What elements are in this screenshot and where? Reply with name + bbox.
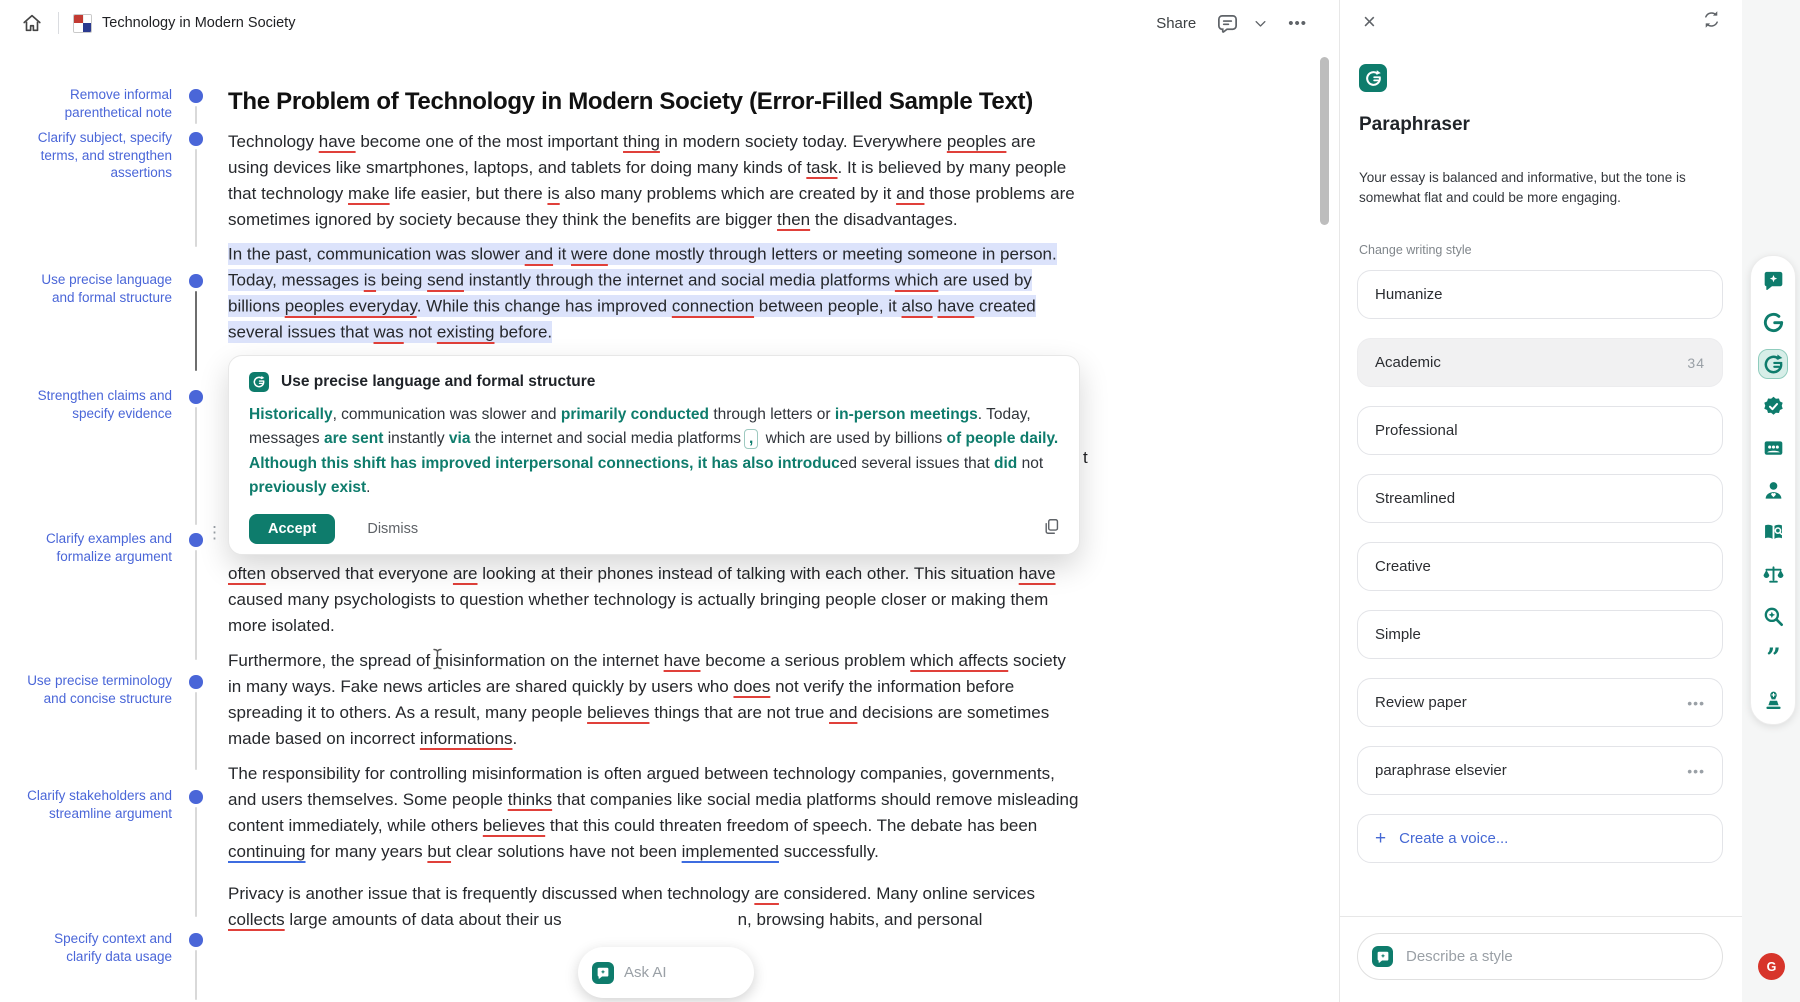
text-run: that companies like social media platforms should remove misleading content immediately, while others (228, 789, 1079, 835)
text-run: through letters or (709, 405, 835, 423)
flagged-word[interactable]: make (348, 183, 390, 203)
writing-style-list (1357, 270, 1723, 863)
text-run: become a serious problem (700, 650, 911, 670)
stamp-icon[interactable] (1759, 686, 1787, 714)
flagged-word[interactable]: but (427, 841, 452, 861)
text-run: ed several issues that (839, 454, 995, 472)
text-run: the internet and social media platforms (470, 430, 741, 448)
suggestion-dot[interactable] (189, 89, 203, 103)
flagged-word[interactable]: task (806, 157, 838, 177)
suggestion-card (228, 355, 1080, 555)
flagged-word[interactable]: believes (587, 702, 650, 722)
flagged-word[interactable]: existing (436, 322, 495, 342)
plagiarism-check-icon[interactable] (1759, 602, 1787, 630)
flagged-word[interactable]: peoples everyday (284, 296, 417, 316)
home-button[interactable] (18, 9, 46, 37)
style-label: Academic (1375, 354, 1441, 371)
text-run: The responsibility for controlling misinformation is often argued between technology companies, governments, and users themselves. Some people (228, 763, 1055, 809)
text-run: it (553, 244, 572, 264)
text-run: Privacy is another issue that is frequently discussed when technology (228, 883, 755, 903)
text-run: the disadvantages. (810, 209, 958, 229)
text-run: considered. Many online services (778, 883, 1035, 903)
describe-style-field[interactable] (1357, 933, 1723, 980)
describe-style-input[interactable] (1404, 947, 1708, 966)
panel-title: Paraphraser (1359, 114, 1470, 135)
panel-divider (1340, 916, 1743, 917)
flagged-word[interactable]: which (894, 270, 939, 290)
suggestion-title: Use precise language and formal structure (281, 372, 596, 390)
style-button-humanize[interactable] (1357, 270, 1723, 319)
text-run: observed that everyone (265, 563, 453, 583)
style-count-badge: 34 (1687, 354, 1705, 371)
flagged-word[interactable]: thing (623, 131, 660, 151)
topbar-actions (1150, 0, 1313, 46)
style-button-simple[interactable] (1357, 610, 1723, 659)
more-options-button[interactable] (1282, 14, 1313, 33)
margin-suggestion-clarify-stakeholders-and-streamline-argument[interactable]: Clarify stakeholders and streamline argument (27, 788, 172, 821)
comment-icon (1216, 12, 1239, 35)
style-button-professional[interactable] (1357, 406, 1723, 455)
text-run: n, browsing habits, and personal (737, 909, 983, 929)
text-run: instantly through the internet and social media platforms (463, 270, 895, 290)
flagged-word[interactable]: have (1018, 563, 1056, 583)
citations-icon[interactable] (1759, 644, 1787, 672)
text-run: in modern society today. Everywhere (659, 131, 947, 151)
text-run: things that are not true (649, 702, 830, 722)
accept-button[interactable]: Accept (249, 514, 335, 544)
flagged-word[interactable]: is (363, 270, 377, 290)
flagged-word[interactable]: continuing (228, 841, 306, 861)
suggestion-connector (195, 407, 198, 525)
revised-phrase: of people daily. (946, 430, 1059, 448)
flagged-word[interactable]: have (663, 650, 701, 670)
suggestion-connector (195, 291, 198, 371)
margin-suggestion-clarify-examples-and-formalize-argument[interactable]: Clarify examples and formalize argument (45, 531, 172, 564)
text-run: also many problems which are created by it (559, 183, 897, 203)
text-run: large amounts of data about their us (284, 909, 562, 929)
document-body[interactable] (228, 46, 1088, 942)
style-label: Creative (1375, 558, 1431, 575)
text-run: In the past, communication was slower (228, 244, 525, 264)
grammarly-icon[interactable] (1759, 308, 1787, 336)
panel-description: Your essay is balanced and informative, but the tone is somewhat flat and could be more engaging. (1359, 170, 1686, 206)
margin-suggestion-use-precise-language-and-formal-structure[interactable]: Use precise language and formal structure (41, 272, 172, 305)
suggestion-dot[interactable] (189, 390, 203, 404)
paraphraser-panel (1339, 0, 1742, 1002)
copy-button[interactable] (1042, 517, 1061, 536)
flagged-word[interactable]: peoples (946, 131, 1007, 151)
presentation-icon[interactable] (1759, 434, 1787, 462)
plus-icon: + (1375, 828, 1387, 849)
revised-phrase: did (994, 454, 1018, 472)
ellipsis-icon: ••• (1288, 14, 1307, 32)
expert-check-icon[interactable] (1759, 392, 1787, 420)
suggestion-dot[interactable] (189, 533, 203, 547)
assistant-icon-rail (1750, 255, 1796, 725)
home-icon (21, 12, 43, 34)
suggestion-dot[interactable] (189, 933, 203, 947)
text-run: . (366, 479, 371, 497)
flagged-word[interactable]: have (937, 296, 975, 316)
text-run: not (1017, 454, 1044, 472)
margin-suggestion-clarify-subject-specify-terms-and-strengthen-assertions[interactable]: Clarify subject, specify terms, and strengthen assertions (37, 130, 172, 180)
paragraph-1 (228, 129, 1081, 233)
margin-suggestion-strengthen-claims-and-specify-evidence[interactable]: Strengthen claims and specify evidence (37, 388, 172, 421)
flagged-word[interactable]: thinks (507, 789, 553, 809)
text-run: those problems are sometimes ignored by society because they think the benefits are bigger (228, 183, 1075, 229)
flagged-word[interactable]: and (524, 244, 554, 264)
refresh-icon (1701, 9, 1722, 30)
suggestion-connector (195, 950, 198, 1000)
document-scrollbar[interactable] (1320, 57, 1329, 225)
text-run: done mostly through letters or meeting someone in person. Today, messages (228, 244, 1057, 290)
paraphraser-icon (249, 372, 269, 392)
suggestion-dot[interactable] (189, 132, 203, 146)
style-label: Professional (1375, 422, 1458, 439)
suggestion-connector (195, 149, 198, 247)
card-kebab-icon[interactable]: ⋮ (206, 523, 223, 542)
style-button-academic[interactable] (1357, 338, 1723, 387)
ai-chat-icon[interactable] (1759, 266, 1787, 294)
text-run: . It is believed by many people that technology (228, 157, 1067, 203)
suggestion-dot[interactable] (189, 274, 203, 288)
text-cursor (432, 648, 443, 670)
flagged-word[interactable]: are (754, 883, 779, 903)
suggestion-card-header (249, 372, 1059, 392)
document-favicon (73, 14, 92, 33)
style-menu-icon[interactable]: ••• (1687, 694, 1705, 711)
ai-chat-icon (592, 962, 614, 984)
flagged-word[interactable]: was (373, 322, 404, 342)
flagged-word[interactable]: is (547, 183, 560, 203)
text-run: not (403, 322, 437, 342)
text-run: . Today, messages (249, 405, 1031, 448)
suggestion-preview-text (249, 403, 1059, 501)
text-run: Technology (228, 131, 319, 151)
text-run: clear solutions have not been (451, 841, 682, 861)
flagged-word[interactable]: have (318, 131, 356, 151)
margin-suggestion-remove-informal-parenthetical-note[interactable]: Remove informal parenthetical note (64, 87, 172, 120)
flagged-word[interactable]: then (777, 209, 811, 229)
document-heading: The Problem of Technology in Modern Society (Error-Filled Sample Text) (228, 88, 1033, 115)
flagged-word[interactable]: implemented (681, 841, 779, 861)
style-label: paraphrase elsevier (1375, 762, 1507, 779)
text-run: successfully. (778, 841, 879, 861)
revised-phrase: Historically (249, 405, 333, 423)
suggestion-connector (195, 692, 198, 770)
share-button[interactable]: Share (1150, 14, 1202, 33)
flagged-word[interactable]: often (228, 563, 266, 583)
flagged-word[interactable]: also (901, 296, 933, 316)
revised-phrase: primarily conducted (560, 405, 710, 423)
text-run: Furthermore, the spread of misinformation on the internet (228, 650, 664, 670)
paragraph-5 (228, 761, 1081, 865)
flagged-word[interactable]: collects (228, 909, 285, 929)
ask-ai-label: Ask AI (624, 964, 667, 981)
svg-text:”: ” (1765, 646, 1781, 670)
text-run: being (376, 270, 428, 290)
suggestion-dot[interactable] (189, 675, 203, 689)
text-run: society in many ways. Fake news articles are shared quickly by users who (228, 650, 1066, 696)
style-menu-icon[interactable]: ••• (1687, 762, 1705, 779)
style-button-streamlined[interactable] (1357, 474, 1723, 523)
ask-ai-button[interactable] (578, 947, 754, 998)
text-run: life easier, but there (389, 183, 548, 203)
margin-suggestion-use-precise-terminology-and-concise-structure[interactable]: Use precise terminology and concise structure (27, 673, 172, 706)
text-run: created several issues that (228, 296, 1036, 342)
style-label: Simple (1375, 626, 1421, 643)
flagged-word[interactable]: believes (482, 815, 546, 835)
text-run: , (744, 429, 758, 449)
paragraph-4 (228, 648, 1081, 752)
text-run: , communication was slower and (332, 405, 561, 423)
suggestion-connector (195, 106, 198, 124)
copy-icon (1042, 517, 1061, 536)
paraphraser-icon[interactable] (1759, 350, 1787, 378)
create-voice-label: Create a voice... (1399, 830, 1509, 847)
paraphraser-logo-icon (1359, 64, 1387, 92)
suggestion-dot[interactable] (189, 790, 203, 804)
flagged-word[interactable]: send (427, 270, 464, 290)
revised-phrase: are sent (323, 430, 384, 448)
occluded-text-fragment: t (1083, 447, 1088, 467)
margin-suggestion-specify-context-and-clarify-data-usage[interactable]: Specify context and clarify data usage (54, 931, 172, 964)
text-run: not verify the information before spreading it to others. As a result, many people (228, 676, 1015, 722)
style-button-creative[interactable] (1357, 542, 1723, 591)
text-run: before. (494, 322, 553, 342)
text-run: . While this change has improved (416, 296, 672, 316)
create-voice-button[interactable] (1357, 814, 1723, 863)
style-label: Review paper (1375, 694, 1467, 711)
paragraph-3 (228, 561, 1081, 639)
suggestion-actions (249, 514, 1059, 544)
chevron-down-icon (1253, 16, 1268, 31)
paragraph-2 (228, 242, 1081, 346)
style-button-review-paper[interactable] (1357, 678, 1723, 727)
text-run: are using devices like smartphones, laptops, and tablets for doing many kinds of (228, 131, 1036, 177)
selection-highlight (228, 243, 1057, 343)
section-label: Change writing style (1359, 243, 1472, 257)
text-run: caused many psychologists to question whether technology is actually bringing people closer or making them more isolated. (228, 589, 1049, 635)
flagged-word[interactable]: were (571, 244, 608, 264)
topbar (0, 0, 1339, 46)
flagged-word[interactable]: which affects (910, 650, 1009, 670)
paragraph-6 (228, 881, 1081, 933)
citation-search-icon[interactable] (1759, 518, 1787, 546)
flagged-word[interactable]: does (733, 676, 771, 696)
close-icon: × (1363, 9, 1376, 34)
flagged-word[interactable]: informations (419, 728, 513, 748)
refresh-button[interactable] (1701, 9, 1722, 30)
text-run: which are used by billions (761, 430, 947, 448)
comments-chevron-button[interactable] (1253, 16, 1268, 31)
text-run: . (512, 728, 518, 748)
revised-phrase: previously exist (249, 479, 367, 497)
text-run: that this could threaten freedom of speech. The debate has been (545, 815, 1038, 835)
text-run: instantly (383, 430, 449, 448)
style-label: Humanize (1375, 286, 1443, 303)
revised-phrase: in-person meetings (834, 405, 978, 423)
tone-scale-icon[interactable] (1759, 560, 1787, 588)
comments-button[interactable] (1216, 12, 1239, 35)
topbar-divider (58, 12, 59, 34)
suggestion-card-region (228, 346, 1088, 561)
suggestion-connector (195, 550, 198, 660)
revised-phrase: Although this shift has improved interpersonal connections, it has also introduc (249, 454, 840, 472)
flagged-word[interactable]: and (896, 183, 925, 203)
text-run: between people, it (754, 296, 902, 316)
text-run: looking at their phones instead of talking with each other. This situation (477, 563, 1019, 583)
account-avatar[interactable]: G (1758, 953, 1785, 980)
text-run: become one of the most important (355, 131, 624, 151)
style-label: Streamlined (1375, 490, 1456, 507)
flagged-word[interactable]: connection (671, 296, 755, 316)
ai-chat-icon (1372, 946, 1393, 967)
flagged-word[interactable]: are (452, 563, 478, 583)
close-panel-button[interactable] (1357, 8, 1382, 36)
persona-icon[interactable] (1759, 476, 1787, 504)
text-run: for many years (305, 841, 428, 861)
revised-phrase: via (448, 430, 471, 448)
dismiss-button[interactable]: Dismiss (361, 520, 424, 538)
assistant-strip (1742, 0, 1800, 1002)
style-button-paraphrase-elsevier[interactable] (1357, 746, 1723, 795)
suggestion-connector (195, 807, 198, 917)
text-run: decisions are sometimes made based on incorrect (228, 702, 1050, 748)
text-run: are used by billions (228, 270, 1032, 316)
flagged-word[interactable]: and (829, 702, 858, 722)
document-title: Technology in Modern Society (102, 15, 296, 31)
